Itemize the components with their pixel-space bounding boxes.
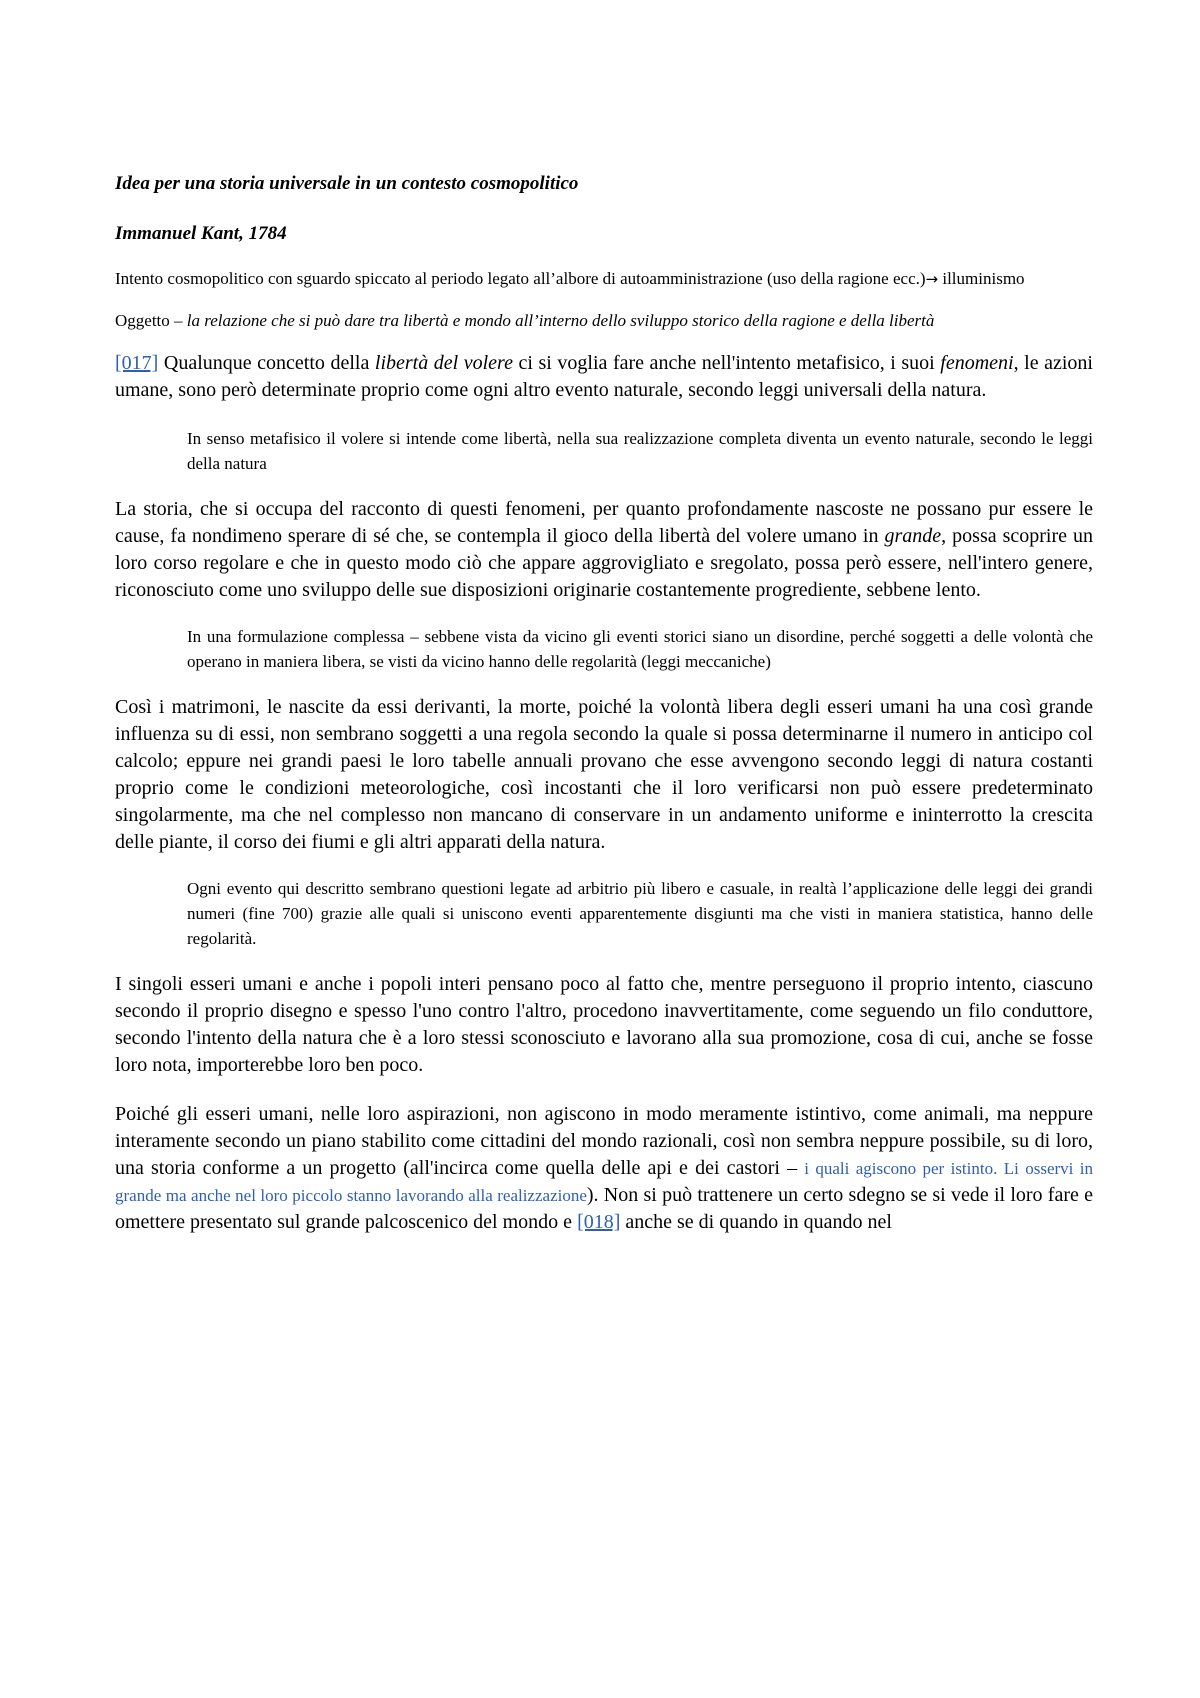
paragraph-5-text-a: Poiché gli esseri umani, nelle loro aspirazioni, non agiscono in modo meramente istintivo, come animali, ma neppure interamente secondo un piano stabilito come cittadini del mondo razionali, così non sembra neppure possibile, su di loro, una storia conforme a un progetto (all'incirca come quella delle api e dei castori – (115, 1103, 1093, 1179)
paragraph-2-italic: grande (884, 525, 942, 547)
document-title: Idea per una storia universale in un contesto cosmopolitico (115, 173, 579, 194)
paragraph-1-italic-a: libertà del volere (374, 352, 513, 374)
paragraph-1-text-a: Qualunque concetto della (158, 352, 375, 374)
footnote-link-017[interactable]: [017] (115, 352, 159, 374)
document-body (115, 172, 1093, 1258)
note-formulation: In una formulazione complessa – sebbene vista da vicino gli eventi storici siano un disordine, perché soggetti a delle volontà che operano in maniera libera, se visti da vicino hanno delle regolarità (leggi meccaniche) (187, 627, 1093, 671)
arrow-right-icon: → (925, 270, 939, 288)
note-events: Ogni evento qui descritto sembrano questioni legate ad arbitrio più libero e casuale, in realtà l’applicazione delle leggi dei grandi numeri (fine 700) grazie alle quali si uniscono eventi apparentemente disgiunti ma che visti in maniera statistica, hanno delle regolarità. (187, 879, 1093, 948)
paragraph-1 (115, 350, 1093, 404)
paragraph-2-text-a: La storia, che si occupa del racconto di questi fenomeni, per quanto profondamente nascoste ne possano pur essere le cause, fa nondimeno sperare di sé che, se contempla il gioco della libertà del volere umano in (115, 498, 1093, 547)
note-intent-text: Intento cosmopolitico con sguardo spiccato al periodo legato all’albore di autoamministrazione (uso della ragione ecc.) (115, 269, 926, 288)
note-object-label: Oggetto – (115, 311, 187, 330)
footnote-link-018[interactable]: [018] (577, 1211, 621, 1233)
note-intent-after: illuminismo (938, 269, 1025, 288)
note-intent (115, 266, 1093, 292)
paragraph-1-italic-b: fenomeni (940, 352, 1014, 374)
paragraph-3: Così i matrimoni, le nascite da essi derivanti, la morte, poiché la volontà libera degli esseri umani ha una così grande influenza su di essi, non sembrano soggetti a una regola secondo la quale si possa determinarne il numero in anticipo col calcolo; eppure nei grandi paesi le loro tabelle annuali provano che esse avvengono secondo leggi di natura costanti proprio come le condizioni meteorologiche, così incostanti che il loro verificarsi non può essere predeterminato singolarmente, ma che nel complesso non mancano di conservare in un andamento uniforme e ininterrotto la crescita delle piante, il corso dei fiumi e gli altri apparati della natura. (115, 696, 1093, 853)
paragraph-1-text-b: ci si voglia fare anche nell'intento metafisico, i suoi (512, 352, 941, 374)
paragraph-5-blue-annotation: i quali agiscono per istinto. Li osservi in grande ma anche nel loro piccolo stanno lavorando alla realizzazione (115, 1159, 1093, 1205)
note-object (115, 308, 1093, 334)
paragraph-2-text-b: , possa scoprire un loro corso regolare e che in questo modo ciò che appare aggrovigliato e sregolato, possa però essere, nell'intero genere, riconosciuto come uno sviluppo delle sue disposizioni originarie costantemente progrediente, sebbene lento. (115, 525, 1094, 601)
paragraph-2 (115, 496, 1093, 604)
note-object-text: la relazione che si può dare tra libertà e mondo all’interno dello sviluppo storico della ragione e della libertà (186, 311, 935, 330)
paragraph-5-text-b: ). Non si può trattenere un certo sdegno se si vede il loro fare e omettere presentato sul grande palcoscenico del mondo e (115, 1184, 1093, 1233)
paragraph-1-text-c: , le azioni umane, sono però determinate proprio come ogni altro evento naturale, secondo leggi universali della natura. (115, 352, 1093, 401)
note-metaphysical: In senso metafisico il volere si intende come libertà, nella sua realizzazione completa diventa un evento naturale, secondo le leggi della natura (187, 429, 1093, 473)
paragraph-4: I singoli esseri umani e anche i popoli interi pensano poco al fatto che, mentre perseguono il proprio intento, ciascuno secondo il proprio disegno e spesso l'uno contro l'altro, procedono inavvertitamente, come seguendo un filo conduttore, secondo l'intento della natura che è a loro stessi sconosciuto e lavorano alla sua promozione, cosa di cui, anche se fosse loro nota, importerebbe loro ben poco. (115, 973, 1093, 1076)
paragraph-5-text-c: anche se di quando in quando nel (620, 1211, 892, 1233)
paragraph-5 (115, 1101, 1093, 1236)
document-author: Immanuel Kant, 1784 (115, 223, 287, 244)
